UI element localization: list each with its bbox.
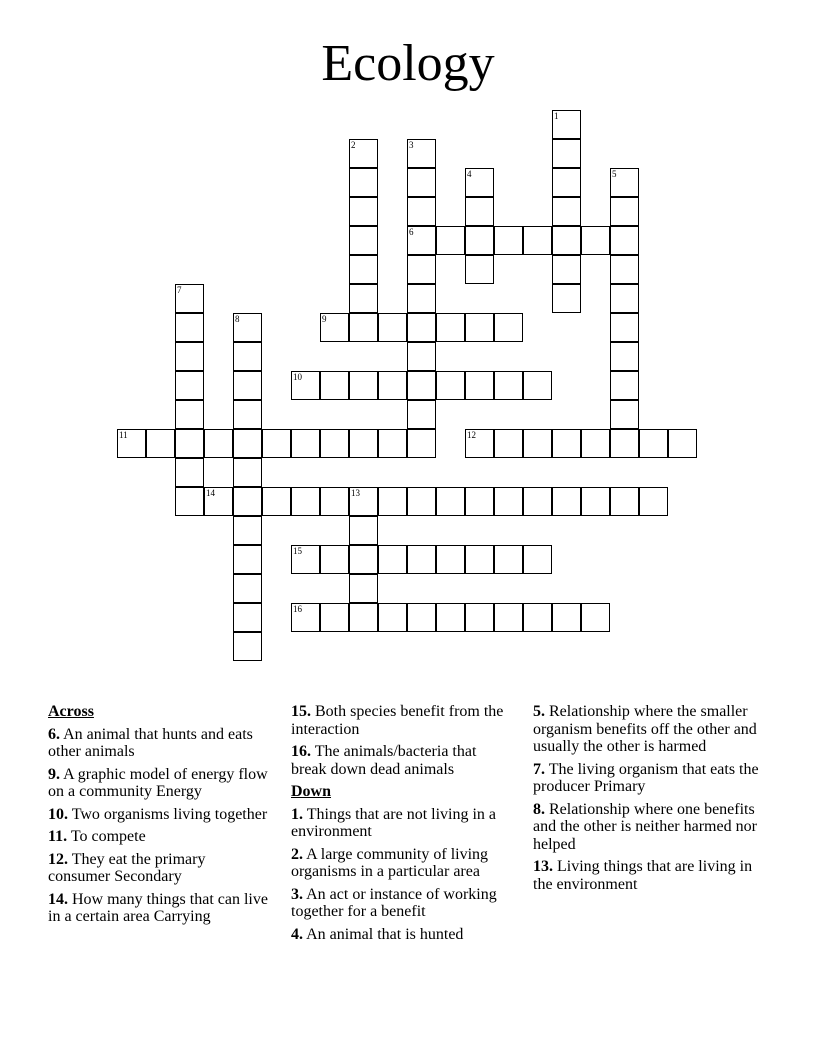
grid-cell[interactable] xyxy=(349,574,378,603)
grid-cell[interactable] xyxy=(465,487,494,516)
grid-cell[interactable] xyxy=(233,487,262,516)
grid-cell[interactable] xyxy=(436,226,465,255)
grid-number: 12 xyxy=(467,430,476,440)
grid-cell[interactable] xyxy=(436,487,465,516)
grid-cell[interactable] xyxy=(610,255,639,284)
clue-across-10: 10. Two organisms living together xyxy=(48,805,268,823)
grid-cell[interactable] xyxy=(291,429,320,458)
grid-cell[interactable] xyxy=(552,139,581,168)
grid-cell[interactable] xyxy=(407,197,436,226)
grid-cell[interactable] xyxy=(349,313,378,342)
grid-cell[interactable] xyxy=(610,429,639,458)
grid-number: 14 xyxy=(206,488,215,498)
grid-cell[interactable] xyxy=(523,429,552,458)
grid-number: 13 xyxy=(351,488,360,498)
grid-number: 9 xyxy=(322,314,327,324)
grid-cell[interactable] xyxy=(639,487,668,516)
grid-cell[interactable] xyxy=(494,487,523,516)
grid-cell[interactable] xyxy=(523,226,552,255)
grid-cell[interactable] xyxy=(465,255,494,284)
grid-number: 15 xyxy=(293,546,302,556)
clue-across-6: 6. An animal that hunts and eats other animals xyxy=(48,725,253,760)
grid-cell[interactable] xyxy=(233,603,262,632)
grid-cell[interactable] xyxy=(175,342,204,371)
grid-cell[interactable] xyxy=(233,400,262,429)
grid-cell[interactable] xyxy=(494,313,523,342)
clue-down-1: 1. Things that are not living in a environment xyxy=(291,805,497,840)
grid-cell[interactable] xyxy=(465,313,494,342)
grid-cell[interactable] xyxy=(407,429,436,458)
down-heading: Down xyxy=(291,783,332,800)
grid-cell[interactable] xyxy=(407,487,436,516)
clue-across-14: 14. How many things that can live in a certain area Carrying xyxy=(48,890,268,925)
grid-cell[interactable] xyxy=(233,458,262,487)
grid-cell[interactable] xyxy=(204,429,233,458)
grid-cell[interactable] xyxy=(175,313,204,342)
grid-cell[interactable] xyxy=(320,487,349,516)
grid-cell[interactable] xyxy=(523,371,552,400)
grid-cell[interactable] xyxy=(233,342,262,371)
grid-cell[interactable] xyxy=(581,603,610,632)
grid-number: 3 xyxy=(409,140,414,150)
grid-cell[interactable] xyxy=(552,168,581,197)
grid-number: 5 xyxy=(612,169,617,179)
grid-cell[interactable] xyxy=(610,487,639,516)
clue-across-11: 11. To compete xyxy=(48,828,146,845)
grid-cell[interactable] xyxy=(552,429,581,458)
grid-number: 1 xyxy=(554,111,559,121)
grid-cell[interactable] xyxy=(407,255,436,284)
grid-cell[interactable] xyxy=(465,545,494,574)
grid-cell[interactable] xyxy=(378,313,407,342)
grid-cell[interactable] xyxy=(436,371,465,400)
grid-number: 16 xyxy=(293,604,302,614)
clue-down-8: 8. Relationship where one benefits and the other is neither harmed nor helped xyxy=(533,800,757,853)
grid-cell[interactable] xyxy=(233,371,262,400)
across-heading: Across xyxy=(48,703,94,720)
grid-cell[interactable] xyxy=(581,429,610,458)
grid-cell[interactable] xyxy=(465,197,494,226)
grid-cell[interactable] xyxy=(320,545,349,574)
grid-cell[interactable] xyxy=(407,284,436,313)
grid-number: 4 xyxy=(467,169,472,179)
grid-cell[interactable] xyxy=(291,487,320,516)
grid-cell[interactable] xyxy=(320,429,349,458)
grid-cell[interactable] xyxy=(552,226,581,255)
grid-cell[interactable] xyxy=(610,400,639,429)
grid-cell[interactable] xyxy=(436,313,465,342)
grid-cell[interactable] xyxy=(233,632,262,661)
grid-cell[interactable] xyxy=(465,603,494,632)
grid-cell[interactable] xyxy=(552,197,581,226)
grid-cell[interactable] xyxy=(494,226,523,255)
grid-cell[interactable] xyxy=(407,545,436,574)
grid-cell[interactable] xyxy=(494,603,523,632)
grid-number: 2 xyxy=(351,140,356,150)
grid-cell[interactable] xyxy=(262,429,291,458)
grid-number: 8 xyxy=(235,314,240,324)
grid-cell[interactable] xyxy=(494,429,523,458)
grid-cell[interactable] xyxy=(523,603,552,632)
grid-cell[interactable] xyxy=(349,168,378,197)
grid-cell[interactable] xyxy=(349,255,378,284)
grid-cell[interactable] xyxy=(639,429,668,458)
clue-across-9: 9. A graphic model of energy flow on a community Energy xyxy=(48,765,268,800)
grid-cell[interactable] xyxy=(523,487,552,516)
grid-cell[interactable] xyxy=(233,545,262,574)
grid-number: 10 xyxy=(293,372,302,382)
grid-cell[interactable] xyxy=(552,255,581,284)
grid-cell[interactable] xyxy=(320,371,349,400)
grid-cell[interactable] xyxy=(494,545,523,574)
grid-cell[interactable] xyxy=(349,284,378,313)
grid-cell[interactable] xyxy=(349,197,378,226)
grid-cell[interactable] xyxy=(436,545,465,574)
grid-cell[interactable] xyxy=(175,371,204,400)
grid-cell[interactable] xyxy=(610,197,639,226)
grid-cell[interactable] xyxy=(465,226,494,255)
grid-cell[interactable] xyxy=(610,342,639,371)
grid-cell[interactable] xyxy=(407,400,436,429)
grid-cell[interactable] xyxy=(175,400,204,429)
grid-cell[interactable] xyxy=(494,371,523,400)
grid-cell[interactable] xyxy=(378,603,407,632)
grid-cell[interactable] xyxy=(175,487,204,516)
clue-column-2 xyxy=(291,703,513,948)
grid-cell[interactable] xyxy=(552,487,581,516)
clue-down-3: 3. An act or instance of working together for a benefit xyxy=(291,885,497,920)
grid-cell[interactable] xyxy=(233,516,262,545)
grid-cell[interactable] xyxy=(349,226,378,255)
grid-number: 6 xyxy=(409,227,414,237)
grid-cell[interactable] xyxy=(610,226,639,255)
grid-cell[interactable] xyxy=(407,603,436,632)
clue-down-5: 5. Relationship where the smaller organism benefits off the other and usually the other is harmed xyxy=(533,703,757,755)
grid-cell[interactable] xyxy=(378,371,407,400)
grid-cell[interactable] xyxy=(146,429,175,458)
grid-cell[interactable] xyxy=(610,313,639,342)
grid-cell[interactable] xyxy=(320,603,349,632)
grid-cell[interactable] xyxy=(378,487,407,516)
grid-cell[interactable] xyxy=(233,429,262,458)
grid-cell[interactable] xyxy=(407,342,436,371)
clue-across-16: 16. The animals/bacteria that break down dead animals xyxy=(291,743,477,778)
clue-down-13: 13. Living things that are living in the environment xyxy=(533,858,753,893)
grid-cell[interactable] xyxy=(610,284,639,313)
grid-cell[interactable] xyxy=(436,603,465,632)
grid-cell[interactable] xyxy=(552,603,581,632)
grid-cell[interactable] xyxy=(378,429,407,458)
grid-cell[interactable] xyxy=(581,226,610,255)
grid-cell[interactable] xyxy=(175,458,204,487)
clue-across-12: 12. They eat the primary consumer Secondary xyxy=(48,850,206,885)
grid-number: 11 xyxy=(119,430,128,440)
grid-cell[interactable] xyxy=(349,429,378,458)
grid-cell[interactable] xyxy=(610,371,639,400)
clue-column-1 xyxy=(48,703,270,931)
grid-cell[interactable] xyxy=(349,371,378,400)
grid-cell[interactable] xyxy=(407,371,436,400)
page-title: Ecology xyxy=(321,35,495,92)
grid-cell[interactable] xyxy=(668,429,697,458)
grid-cell[interactable] xyxy=(378,545,407,574)
grid-cell[interactable] xyxy=(552,284,581,313)
clue-across-15: 15. Both species benefit from the interaction xyxy=(291,703,504,738)
grid-cell[interactable] xyxy=(407,168,436,197)
grid-cell[interactable] xyxy=(349,545,378,574)
grid-cell[interactable] xyxy=(407,313,436,342)
grid-cell[interactable] xyxy=(465,371,494,400)
grid-cell[interactable] xyxy=(349,516,378,545)
grid-cell[interactable] xyxy=(175,429,204,458)
clue-down-4: 4. An animal that is hunted xyxy=(291,925,464,943)
grid-cell[interactable] xyxy=(262,487,291,516)
grid-number: 7 xyxy=(177,285,182,295)
clue-down-7: 7. The living organism that eats the producer Primary xyxy=(533,760,759,795)
clue-column-3 xyxy=(533,703,773,898)
clue-down-2: 2. A large community of living organisms in a particular area xyxy=(291,845,489,880)
grid-cell[interactable] xyxy=(233,574,262,603)
grid-cell[interactable] xyxy=(349,603,378,632)
grid-cell[interactable] xyxy=(523,545,552,574)
grid-cell[interactable] xyxy=(581,487,610,516)
